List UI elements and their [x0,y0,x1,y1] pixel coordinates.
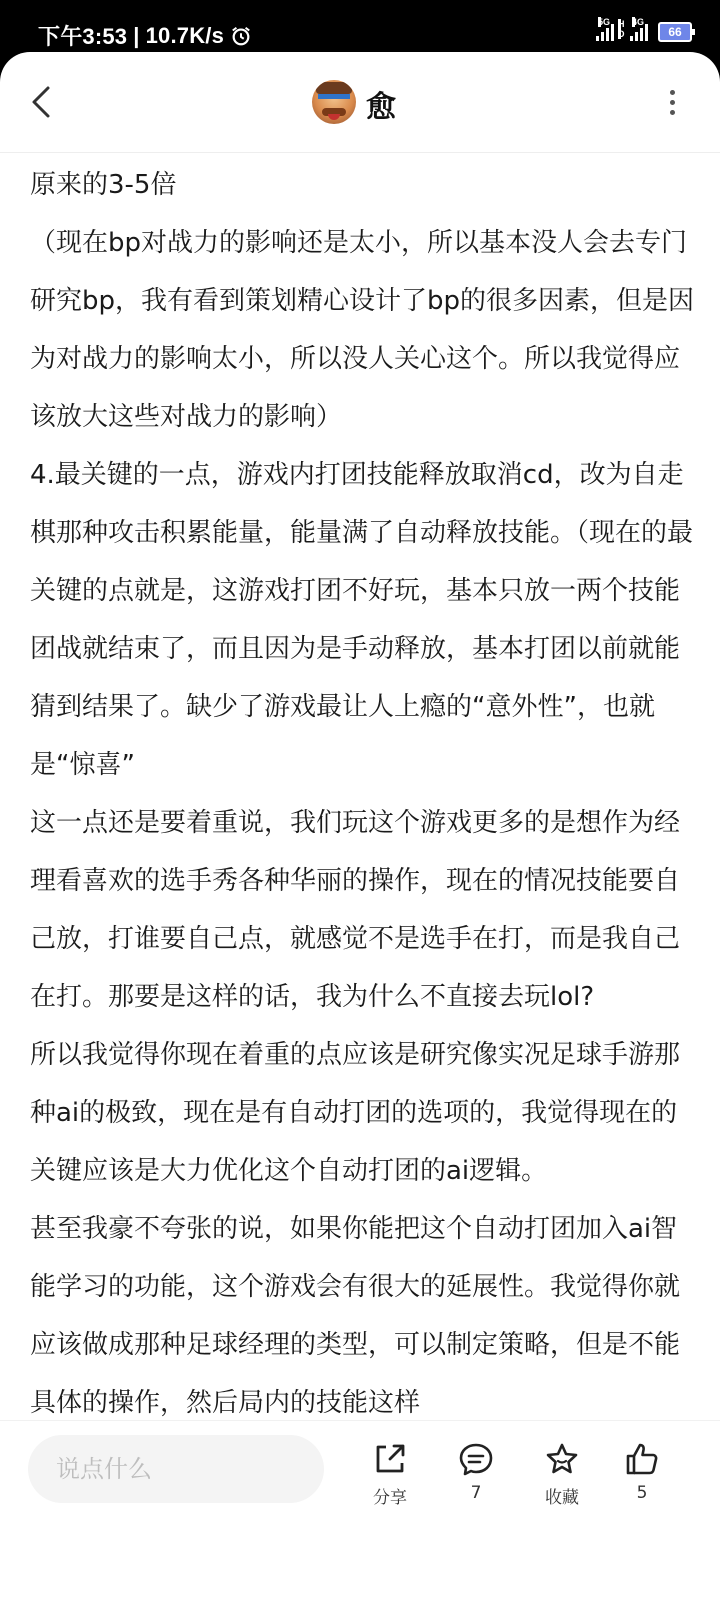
status-time: 下午3:53 [38,24,128,49]
signal-d-label: D [618,29,625,39]
comment-button[interactable] [436,1441,516,1531]
post-paragraph: 甚至我豪不夸张的说，如果你能把这个自动打团加入ai智能学习的功能，这个游戏会有很大的延展性。我觉得你就应该做成那种足球经理的类型，可以制定策略，但是不能具体的操作，然后局内的技能这样 [30,1214,681,1418]
status-right [596,17,692,42]
back-button[interactable] [26,84,58,120]
post-paragraph: （现在bp对战力的影响还是太小，所以基本没人会去专门研究bp，我有看到策划精心设计了bp的很多因素，但是因为对战力的影响太小，所以没人关心这个。所以我觉得应该放大这些对战力的影响） [30,228,695,432]
status-left [38,20,252,51]
bottom-action-bar [0,1420,720,1549]
post-sheet [0,52,720,1600]
network-speed: 10.7K/s [145,22,225,48]
like-button[interactable] [602,1441,682,1531]
status-separator: | [133,22,140,48]
signal-4g-icon [618,17,648,41]
thumbs-up-icon [624,1441,660,1477]
post-content [30,156,696,1472]
post-header [0,52,720,153]
post-paragraph: 所以我觉得你现在着重的点应该是研究像实况足球手游那种ai的极致，现在是有自动打团的选项的，我觉得现在的关键应该是大力优化这个自动打团的ai逻辑。 [30,1040,681,1186]
status-bar [0,0,720,56]
signal-5g-icon [596,17,614,41]
share-button[interactable] [350,1441,430,1531]
signal-4g-label: 4G [632,17,645,27]
share-label: 分享 [373,1488,407,1508]
more-options-button[interactable] [668,90,676,116]
author-name[interactable]: 愈 [366,90,396,125]
post-paragraph: 这一点还是要着重说，我们玩这个游戏更多的是想作为经理看喜欢的选手秀各种华丽的操作，现在的情况技能要自己放，打谁要自己点，就感觉不是选手在打，而是我自己在打。那要是这样的话，我为什么不直接去玩lol? [30,808,681,1012]
favorite-label: 收藏 [545,1488,579,1508]
comment-count: 7 [470,1483,482,1503]
comment-icon [458,1441,494,1477]
post-paragraph: 原来的3-5倍 [30,170,177,200]
favorite-button[interactable] [522,1441,602,1531]
like-count: 5 [636,1483,648,1503]
share-icon [372,1441,408,1477]
signal-5g-label: 5G [598,17,611,27]
post-paragraph: 4.最关键的一点，游戏内打团技能释放取消cd，改为自走棋那种攻击积累能量，能量满了自动释放技能。（现在的最关键的点就是，这游戏打团不好玩，基本只放一两个技能团战就结束了，而且因为是手动释放，基本打团以前就能猜到结果了。缺少了游戏最让人上瘾的“意外性”，也就是“惊喜” [30,460,694,780]
star-icon [544,1441,580,1477]
alarm-icon [230,25,252,47]
signal-h-label: H [618,19,625,29]
avatar[interactable] [312,80,356,124]
comment-input[interactable]: 说点什么 [28,1435,324,1503]
battery-icon: 66 [658,22,692,42]
